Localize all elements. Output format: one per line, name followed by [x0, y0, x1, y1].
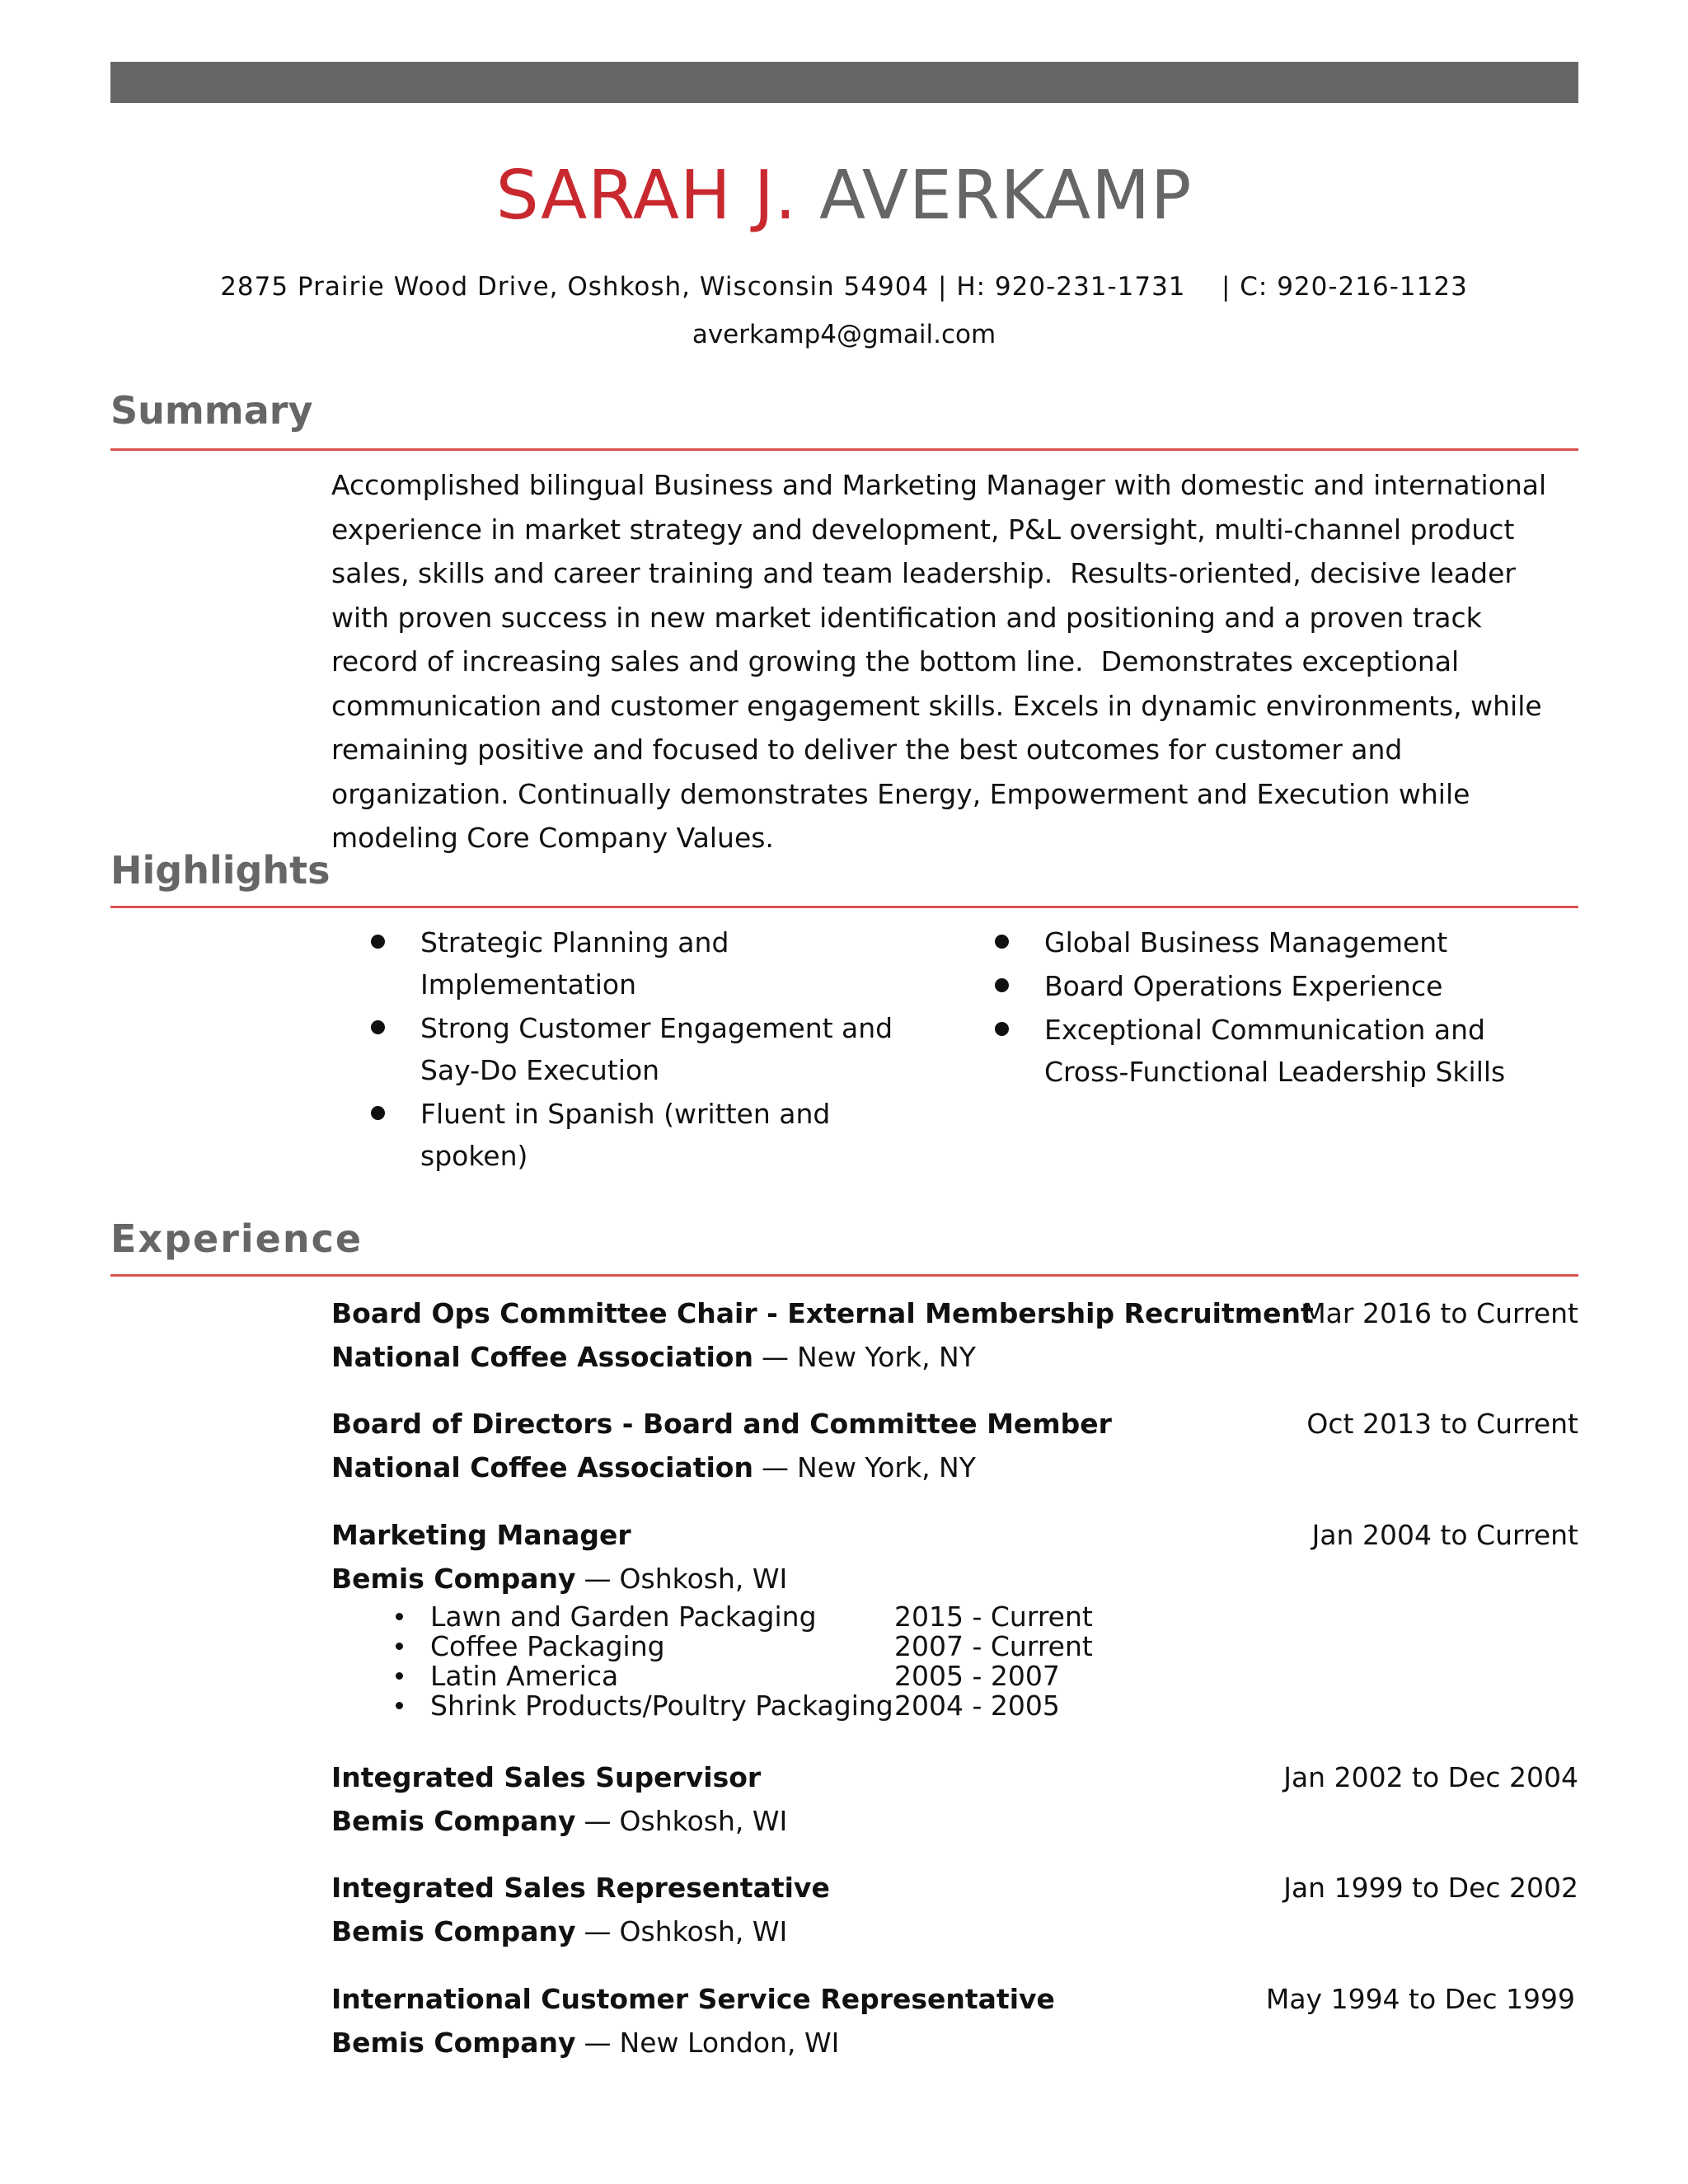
separator: — [584, 2027, 612, 2059]
experience-heading: Experience [110, 1216, 363, 1261]
bullet-icon [995, 978, 1009, 992]
job-entry [331, 1866, 1578, 1953]
highlights-left-list [331, 921, 925, 1179]
contact-line: 2875 Prairie Wood Drive, Oshkosh, Wisconsin 54904 | H: 920-231-1731 | C: 920-216-1123 [220, 272, 1468, 302]
highlights-right-list [955, 921, 1565, 1094]
job-title: International Customer Service Representative [331, 1983, 1055, 2015]
list-item: Coffee Packaging 2007 - Current [331, 1632, 1156, 1661]
job-entry [331, 1513, 1578, 1601]
job-title: Integrated Sales Supervisor [331, 1761, 762, 1793]
job-title: Marketing Manager [331, 1519, 631, 1551]
highlights-heading: Highlights [110, 848, 331, 893]
company-name: Bemis Company [331, 1915, 576, 1947]
highlight-item: Fluent in Spanish (written and spoken) [331, 1093, 925, 1177]
company-name: National Coffee Association [331, 1341, 753, 1373]
bullet-icon [371, 1106, 385, 1120]
separator: — [761, 1341, 789, 1373]
bullet-icon [371, 1020, 385, 1034]
job-dates: Mar 2016 to Current [1302, 1297, 1578, 1329]
highlight-item: Board Operations Experience [955, 965, 1565, 1007]
job-entry [331, 1402, 1578, 1489]
header-bar [110, 62, 1578, 103]
job-dates: May 1994 to Dec 1999 [1265, 1983, 1575, 2015]
bullet-icon [396, 1643, 403, 1650]
experience-divider [110, 1274, 1578, 1277]
highlight-item: Strong Customer Engagement and Say-Do Execution [331, 1007, 925, 1091]
bullet-icon [396, 1702, 403, 1709]
summary-divider [110, 448, 1578, 451]
separator: — [584, 1915, 612, 1947]
job-location: Oshkosh, WI [619, 1563, 788, 1595]
job-location: Oshkosh, WI [619, 1915, 788, 1947]
job-dates: Jan 1999 to Dec 2002 [1283, 1872, 1578, 1904]
highlight-item: Exceptional Communication and Cross-Functional Leadership Skills [955, 1009, 1565, 1093]
first-name: SARAH J. [495, 157, 797, 235]
candidate-name [0, 157, 1688, 236]
job-title: Integrated Sales Representative [331, 1872, 830, 1904]
separator: — [761, 1451, 789, 1483]
company-name: Bemis Company [331, 1563, 576, 1595]
bullet-icon [396, 1613, 403, 1620]
list-item: Shrink Products/Poultry Packaging 2004 - 2005 [331, 1691, 1156, 1721]
list-item: Lawn and Garden Packaging 2015 - Current [331, 1602, 1156, 1632]
separator: — [584, 1563, 612, 1595]
company-name: Bemis Company [331, 1805, 576, 1837]
email-address: averkamp4@gmail.com [692, 320, 996, 349]
bullet-icon [995, 935, 1009, 949]
job-title: Board of Directors - Board and Committee Member [331, 1408, 1112, 1440]
highlights-divider [110, 906, 1578, 908]
highlight-item: Strategic Planning and Implementation [331, 921, 925, 1005]
last-name: AVERKAMP [819, 157, 1193, 235]
job-title: Board Ops Committee Chair - External Membership Recruitment [331, 1297, 1314, 1329]
job-dates: Jan 2004 to Current [1311, 1519, 1578, 1551]
company-name: Bemis Company [331, 2027, 576, 2059]
job-entry [331, 1291, 1578, 1379]
job-location: New York, NY [796, 1451, 976, 1483]
list-item: Latin America 2005 - 2007 [331, 1661, 1156, 1691]
job-location: New London, WI [619, 2027, 840, 2059]
bullet-icon [396, 1672, 403, 1680]
bullet-icon [995, 1022, 1009, 1036]
summary-text: Accomplished bilingual Business and Marketing Manager with domestic and international experience in market strategy and development, P&L oversight, multi-channel product sales, skills and career training and team leadership. Results-oriented, decisive leader with proven success in new market identification and positioning and a proven track record of increasing sales and growing the bottom line. Demonstrates exceptional communication and customer engagement skills. Excels in dynamic environments, while remaining positive and focused to deliver the best outcomes for customer and organization. Continually demonstrates Energy, Empowerment and Execution while modeling Core Company Values. [331, 469, 1555, 854]
company-name: National Coffee Association [331, 1451, 753, 1483]
job-location: Oshkosh, WI [619, 1805, 788, 1837]
bullet-icon [371, 935, 385, 949]
job-dates: Jan 2002 to Dec 2004 [1283, 1761, 1578, 1793]
highlight-item: Global Business Management [955, 921, 1565, 963]
job-location: New York, NY [796, 1341, 976, 1373]
job-entry [331, 1977, 1575, 2064]
marketing-areas-list [331, 1602, 1156, 1721]
summary-heading: Summary [110, 388, 313, 433]
separator: — [584, 1805, 612, 1837]
job-dates: Oct 2013 to Current [1306, 1408, 1578, 1440]
job-entry [331, 1755, 1578, 1843]
